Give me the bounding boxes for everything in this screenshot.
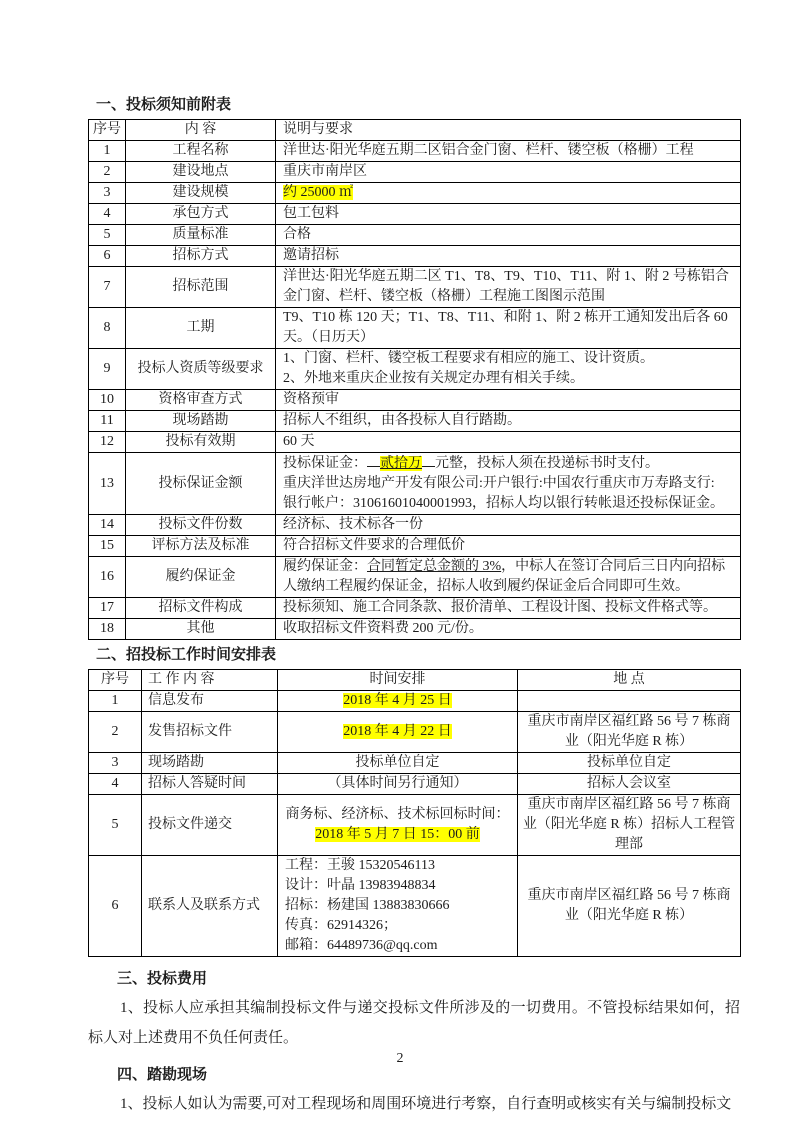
item-cell: 建设规模 — [126, 183, 276, 204]
item-cell: 工程名称 — [126, 141, 276, 162]
qualification-line-1: 1、门窗、栏杆、镂空板工程要求有相应的施工、设计资质。 — [283, 351, 654, 366]
table-row — [89, 515, 741, 536]
contact-email: 邮箱：64489736@qq.com — [285, 938, 438, 953]
desc-cell: 包工包料 — [276, 204, 741, 225]
desc-cell — [276, 183, 741, 204]
item-cell: 投标有效期 — [126, 432, 276, 453]
desc-cell: 资格预审 — [276, 390, 741, 411]
seq-cell: 1 — [89, 691, 142, 712]
header-place: 地 点 — [518, 670, 741, 691]
table-row — [89, 598, 741, 619]
performance-bond-underlined: 合同暂定总金额的 3% — [367, 559, 502, 574]
desc-cell: 邀请招标 — [276, 246, 741, 267]
item-cell: 承包方式 — [126, 204, 276, 225]
contacts-cell — [278, 856, 518, 957]
desc-cell: 洋世达·阳光华庭五期二区 T1、T8、T9、T10、T11、附 1、附 2 号栋铝合金门窗、栏杆、镂空板（格栅）工程施工图图示范围 — [276, 267, 741, 308]
time-cell — [278, 691, 518, 712]
item-cell: 评标方法及标准 — [126, 536, 276, 557]
seq-cell: 18 — [89, 619, 126, 640]
desc-cell: 60 天 — [276, 432, 741, 453]
table-header-row — [89, 120, 741, 141]
seq-cell: 10 — [89, 390, 126, 411]
item-cell: 投标保证金额 — [126, 453, 276, 515]
deposit-line-1-rest: 元整，投标人须在投递标书时支付。 — [435, 456, 659, 471]
header-item: 内 容 — [126, 120, 276, 141]
seq-cell: 11 — [89, 411, 126, 432]
date-highlight: 2018 年 4 月 22 日 — [343, 724, 452, 739]
item-cell: 工期 — [126, 308, 276, 349]
time-cell: （具体时间另行通知） — [278, 774, 518, 795]
work-item-cell: 投标文件递交 — [142, 795, 278, 856]
table-row — [89, 619, 741, 640]
desc-cell — [276, 349, 741, 390]
seq-cell: 2 — [89, 162, 126, 183]
deposit-line-1 — [283, 453, 735, 474]
item-cell: 建设地点 — [126, 162, 276, 183]
item-cell: 招标文件构成 — [126, 598, 276, 619]
seq-cell: 2 — [89, 712, 142, 753]
item-cell: 其他 — [126, 619, 276, 640]
seq-cell: 3 — [89, 753, 142, 774]
seq-cell: 12 — [89, 432, 126, 453]
header-time: 时间安排 — [278, 670, 518, 691]
place-cell — [518, 691, 741, 712]
date-highlight: 2018 年 4 月 25 日 — [343, 693, 452, 708]
seq-cell: 15 — [89, 536, 126, 557]
table-row — [89, 453, 741, 515]
header-work-item: 工 作 内 容 — [142, 670, 278, 691]
table-row — [89, 536, 741, 557]
table-row — [89, 557, 741, 598]
table-row — [89, 432, 741, 453]
item-cell: 现场踏勘 — [126, 411, 276, 432]
performance-bond-label: 履约保证金： — [283, 559, 367, 574]
table-row — [89, 753, 741, 774]
place-cell: 重庆市南岸区福红路 56 号 7 栋商业（阳光华庭 R 栋） — [518, 856, 741, 957]
table-row — [89, 141, 741, 162]
seq-cell: 3 — [89, 183, 126, 204]
seq-cell: 5 — [89, 795, 142, 856]
work-item-cell: 联系人及联系方式 — [142, 856, 278, 957]
table-row — [89, 774, 741, 795]
table-row — [89, 691, 741, 712]
place-cell: 重庆市南岸区福红路 56 号 7 栋商业（阳光华庭 R 栋） — [518, 712, 741, 753]
table-row — [89, 390, 741, 411]
section-3-paragraph: 1、投标人应承担其编制投标文件与递交投标文件所涉及的一切费用。不管投标结果如何，招标人对上述费用不负任何责任。 — [88, 1000, 740, 1046]
desc-cell: 符合招标文件要求的合理低价 — [276, 536, 741, 557]
bid-notice-table — [88, 119, 741, 640]
deposit-label: 投标保证金： — [283, 456, 367, 471]
deadline-highlight: 2018 年 5 月 7 日 15：00 前 — [315, 827, 480, 842]
desc-cell: 重庆市南岸区 — [276, 162, 741, 183]
deposit-line-2: 重庆洋世达房地产开发有限公司:开户银行:中国农行重庆市万寿路支行: — [283, 476, 715, 491]
seq-cell: 9 — [89, 349, 126, 390]
table-row — [89, 308, 741, 349]
performance-bond-rest: ，中标人在签订合同后三日内向招标人缴纳工程履约保证金，招标人收到履约保证金后合同即可生效。 — [283, 559, 726, 594]
work-item-cell: 现场踏勘 — [142, 753, 278, 774]
table-header-row — [89, 670, 741, 691]
item-cell: 招标方式 — [126, 246, 276, 267]
item-cell: 投标文件份数 — [126, 515, 276, 536]
seq-cell: 14 — [89, 515, 126, 536]
desc-cell: 投标须知、施工合同条款、报价清单、工程设计图、投标文件格式等。 — [276, 598, 741, 619]
work-item-cell: 信息发布 — [142, 691, 278, 712]
underline-gap — [422, 453, 435, 467]
desc-cell: 洋世达·阳光华庭五期二区铝合金门窗、栏杆、镂空板（格栅）工程 — [276, 141, 741, 162]
item-cell: 履约保证金 — [126, 557, 276, 598]
section-1-title: 一、投标须知前附表 — [96, 97, 232, 113]
seq-cell: 4 — [89, 774, 142, 795]
section-3-title: 三、投标费用 — [117, 971, 208, 987]
table-row — [89, 795, 741, 856]
item-cell: 质量标准 — [126, 225, 276, 246]
table-row — [89, 183, 741, 204]
section-4-paragraph: 1、投标人如认为需要,可对工程现场和周围环境进行考察，自行查明或核实有关与编制投标文 — [120, 1096, 732, 1112]
seq-cell: 17 — [89, 598, 126, 619]
seq-cell: 7 — [89, 267, 126, 308]
seq-cell: 6 — [89, 246, 126, 267]
seq-cell: 13 — [89, 453, 126, 515]
header-seq: 序号 — [89, 670, 142, 691]
item-cell: 资格审查方式 — [126, 390, 276, 411]
seq-cell: 4 — [89, 204, 126, 225]
place-cell: 招标人会议室 — [518, 774, 741, 795]
underline-gap — [367, 453, 380, 467]
contact-engineering: 工程：王骏 15320546113 — [285, 858, 435, 873]
item-cell: 招标范围 — [126, 267, 276, 308]
table-row — [89, 246, 741, 267]
desc-cell: T9、T10 栋 120 天；T1、T8、T11、和附 1、附 2 栋开工通知发出后各 60 天。（日历天） — [276, 308, 741, 349]
desc-cell — [276, 557, 741, 598]
section-4-title: 四、踏勘现场 — [117, 1067, 208, 1083]
seq-cell: 1 — [89, 141, 126, 162]
table-row — [89, 225, 741, 246]
contact-fax: 传真：62914326； — [285, 918, 397, 933]
item-cell: 投标人资质等级要求 — [126, 349, 276, 390]
time-cell — [278, 712, 518, 753]
table-row — [89, 411, 741, 432]
desc-cell — [276, 453, 741, 515]
header-seq: 序号 — [89, 120, 126, 141]
seq-cell: 5 — [89, 225, 126, 246]
place-cell: 重庆市南岸区福红路 56 号 7 栋商业（阳光华庭 R 栋）招标人工程管理部 — [518, 795, 741, 856]
submission-time-label: 商务标、经济标、技术标回标时间： — [285, 807, 510, 822]
place-cell: 投标单位自定 — [518, 753, 741, 774]
seq-cell: 16 — [89, 557, 126, 598]
header-desc: 说明与要求 — [276, 120, 741, 141]
deposit-amount-highlight: 贰拾万 — [380, 456, 422, 471]
desc-cell: 招标人不组织，由各投标人自行踏勘。 — [276, 411, 741, 432]
seq-cell: 6 — [89, 856, 142, 957]
table-row — [89, 267, 741, 308]
desc-cell: 经济标、技术标各一份 — [276, 515, 741, 536]
time-cell — [278, 795, 518, 856]
section-2-title: 二、招投标工作时间安排表 — [96, 647, 277, 663]
seq-cell: 8 — [89, 308, 126, 349]
desc-cell: 合格 — [276, 225, 741, 246]
table-row — [89, 856, 741, 957]
table-row — [89, 162, 741, 183]
work-item-cell: 发售招标文件 — [142, 712, 278, 753]
page-number: 2 — [396, 1051, 404, 1066]
table-row — [89, 349, 741, 390]
contact-design: 设计：叶晶 13983948834 — [285, 878, 436, 893]
work-item-cell: 招标人答疑时间 — [142, 774, 278, 795]
time-cell: 投标单位自定 — [278, 753, 518, 774]
table-row — [89, 712, 741, 753]
scale-highlight: 约 25000 ㎡ — [283, 185, 353, 200]
contact-bidding: 招标：杨建国 13883830666 — [285, 898, 450, 913]
page-content — [88, 96, 740, 1119]
schedule-table — [88, 669, 741, 957]
deposit-line-3: 银行帐户：31061601040001993，招标人均以银行转帐退还投标保证金。 — [283, 496, 724, 511]
qualification-line-2: 2、外地来重庆企业按有关规定办理有相关手续。 — [283, 371, 584, 386]
table-row — [89, 204, 741, 225]
desc-cell: 收取招标文件资料费 200 元/份。 — [276, 619, 741, 640]
